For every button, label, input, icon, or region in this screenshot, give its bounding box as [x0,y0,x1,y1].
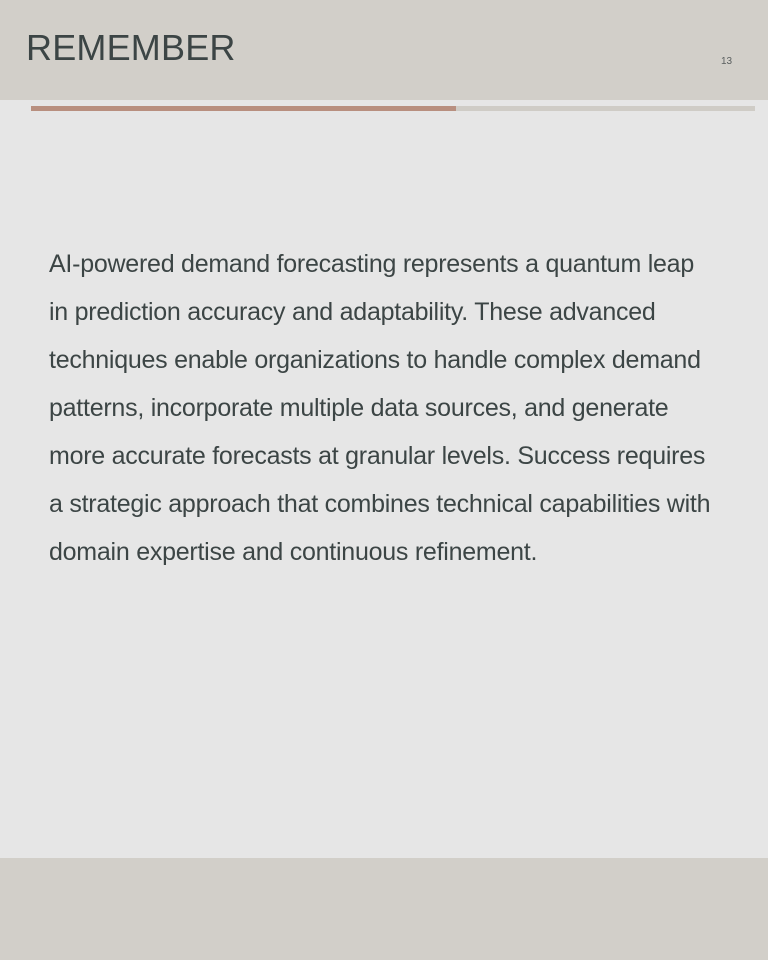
page-number: 13 [721,56,733,67]
footer-band [0,858,768,960]
body-paragraph: AI-powered demand forecasting represents a quantum leap in prediction accuracy and adaptability. These advanced techniques enable organizations to handle complex demand patterns, incorporate multiple data sources, and generate more accurate forecasts at granular levels. Success requires a strategic approach that combines technical capabilities with domain expertise and continuous refinement. [49,250,711,566]
slide-title: REMEMBER [26,27,236,68]
header-band [0,0,768,100]
